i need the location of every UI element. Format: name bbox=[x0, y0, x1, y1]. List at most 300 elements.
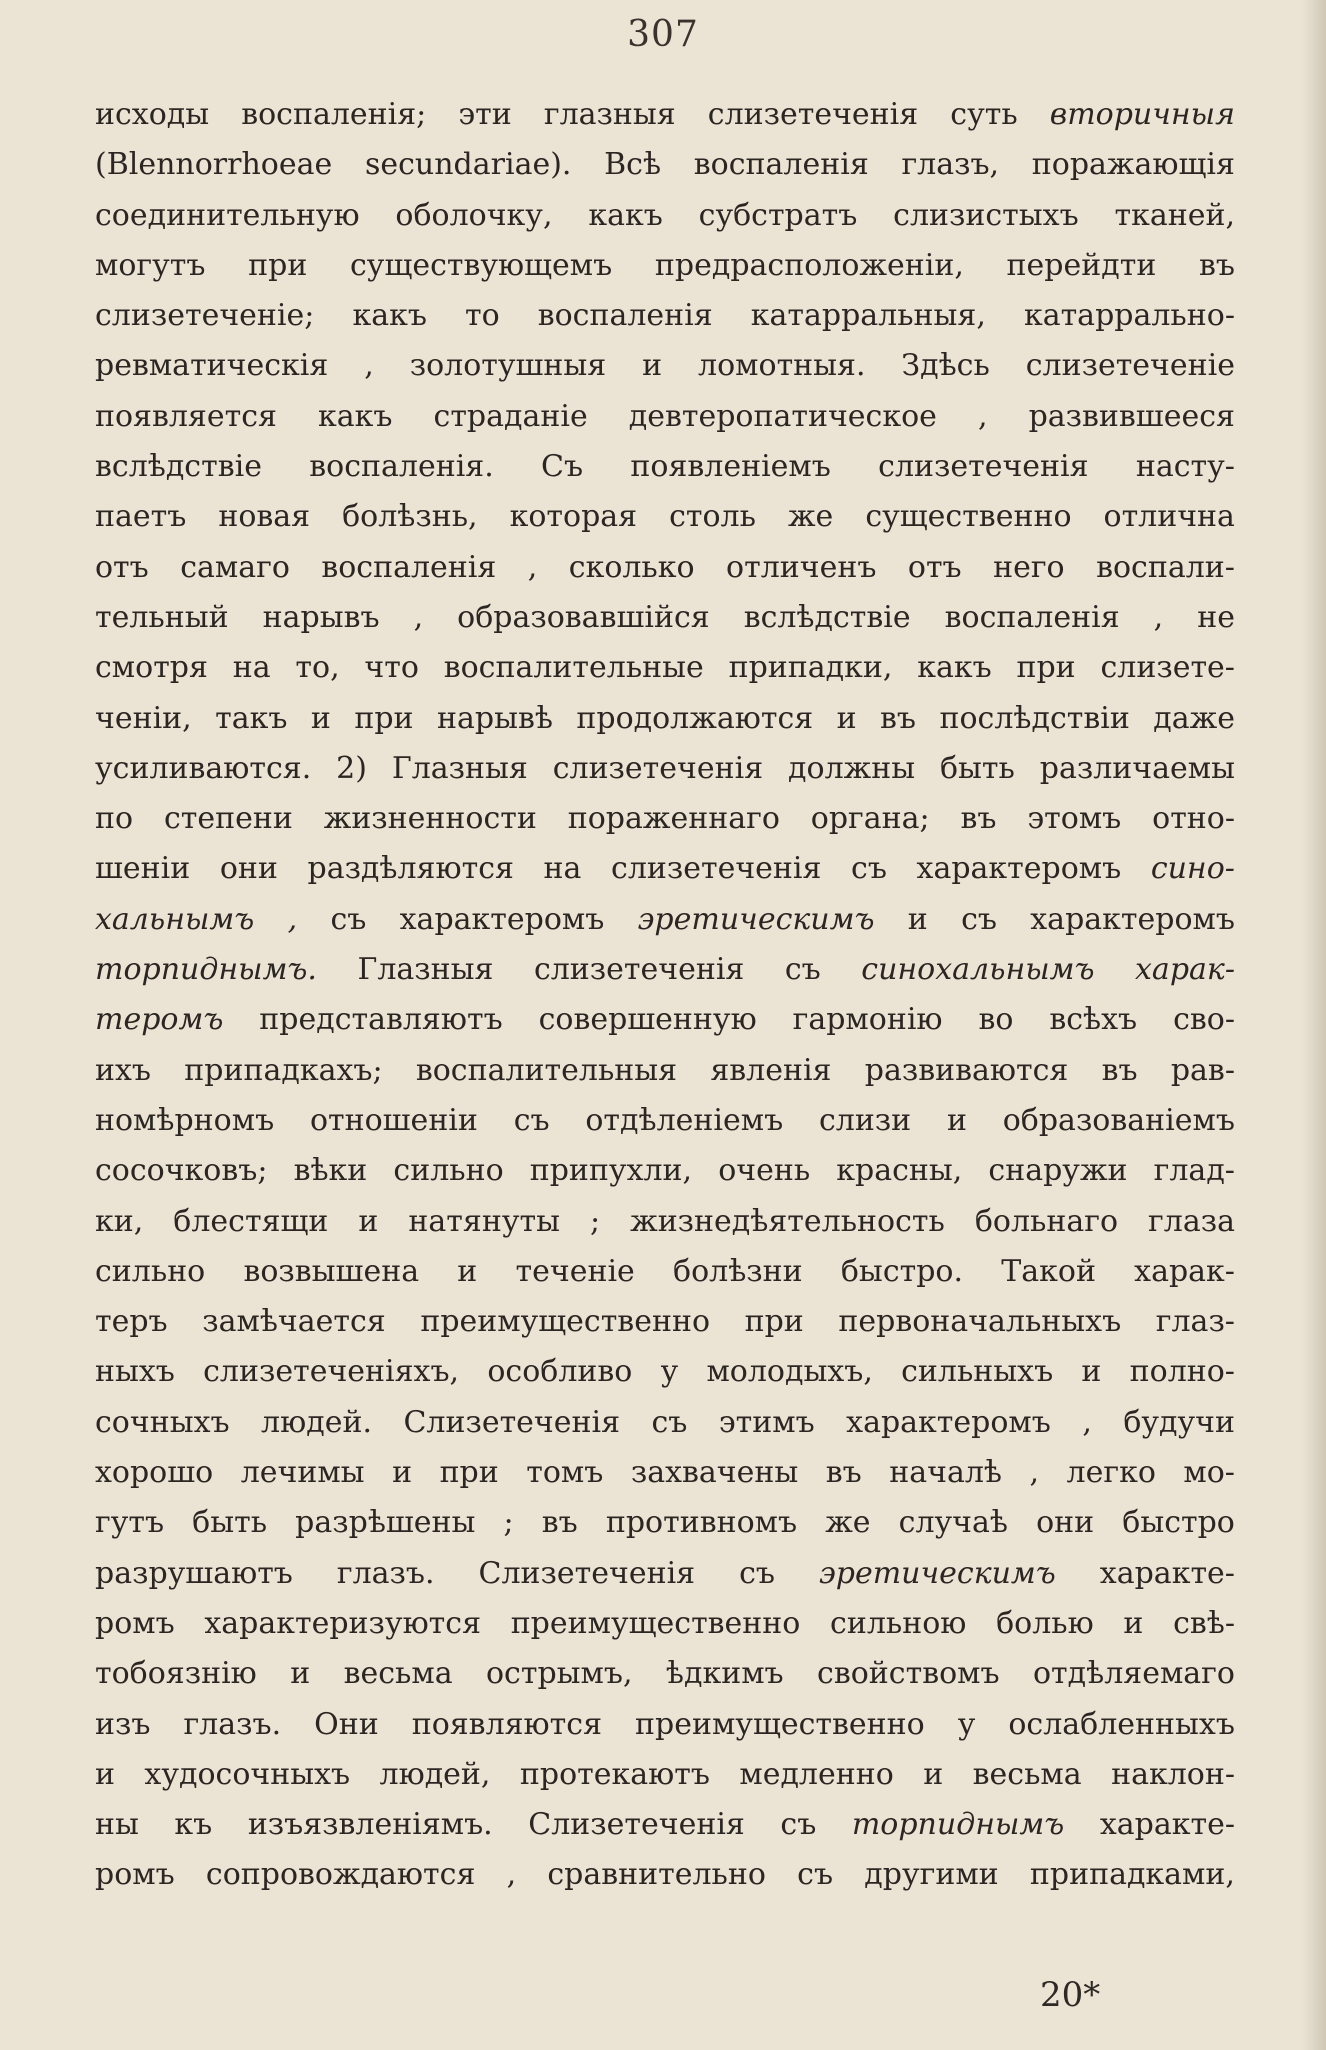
word: воспаленія bbox=[321, 549, 497, 585]
text-line bbox=[95, 1297, 1235, 1347]
word: мо- bbox=[1183, 1455, 1235, 1491]
word: началѣ bbox=[889, 1455, 1002, 1491]
word: преимущественно bbox=[510, 1605, 801, 1641]
word: вслѣдствіе bbox=[95, 449, 262, 485]
text-line bbox=[95, 1549, 1235, 1599]
word: очень bbox=[718, 1153, 811, 1189]
word: воспали- bbox=[1096, 549, 1235, 585]
word: всѣхъ bbox=[1049, 1002, 1138, 1038]
word: отно- bbox=[1152, 801, 1235, 837]
word: отлична bbox=[1103, 499, 1235, 535]
italic-word: харак- bbox=[1135, 952, 1235, 988]
word: могутъ bbox=[95, 247, 206, 283]
text-line bbox=[95, 1247, 1235, 1297]
word: усиливаются. bbox=[95, 750, 312, 786]
word: отличенъ bbox=[726, 549, 877, 585]
italic-word: торпиднымъ. bbox=[95, 952, 317, 988]
word: шеніи bbox=[95, 851, 191, 887]
text-line bbox=[95, 191, 1235, 241]
word: появляются bbox=[411, 1706, 603, 1742]
word: слизетеченіяхъ, bbox=[203, 1354, 460, 1390]
word: насту- bbox=[1135, 449, 1235, 485]
italic-word: торпиднымъ bbox=[851, 1807, 1065, 1843]
word: номѣрномъ bbox=[95, 1102, 275, 1138]
word: припадкахъ; bbox=[184, 1052, 383, 1088]
word: существенно bbox=[865, 499, 1072, 535]
word: слизистыхъ bbox=[893, 197, 1079, 233]
word: воспаленія bbox=[693, 147, 869, 183]
text-line bbox=[95, 1498, 1235, 1548]
word: по bbox=[95, 801, 134, 837]
word: случаѣ bbox=[898, 1505, 1008, 1541]
word: у bbox=[660, 1354, 679, 1390]
word: разрушаютъ bbox=[95, 1555, 293, 1591]
word: слизетеченіе; bbox=[95, 298, 315, 334]
text-line bbox=[95, 895, 1235, 945]
word: что bbox=[364, 650, 419, 686]
italic-word: хальнымъ bbox=[95, 901, 255, 937]
word: припухли, bbox=[529, 1153, 693, 1189]
word: вслѣдствіе bbox=[743, 599, 911, 635]
word: , bbox=[527, 549, 538, 585]
word: въ bbox=[825, 1455, 862, 1491]
word: , bbox=[1029, 1455, 1040, 1491]
word: и bbox=[923, 1756, 944, 1792]
word: быстро bbox=[1122, 1505, 1235, 1541]
text-line bbox=[95, 643, 1235, 693]
word: изъязвленіямъ. bbox=[247, 1807, 493, 1843]
word: съ bbox=[651, 1404, 688, 1440]
word: наклон- bbox=[1111, 1756, 1235, 1792]
text-line bbox=[95, 90, 1235, 140]
word: гармонію bbox=[792, 1002, 943, 1038]
word: лечимы bbox=[240, 1455, 365, 1491]
word: съ bbox=[330, 901, 367, 937]
word: нарывъ bbox=[262, 599, 380, 635]
word: отдѣленіемъ bbox=[585, 1102, 784, 1138]
word: пораженнаго bbox=[567, 801, 780, 837]
word: субстратъ bbox=[698, 197, 858, 233]
word: и bbox=[907, 901, 928, 937]
word: Слизетеченія bbox=[528, 1807, 745, 1843]
word: глазъ. bbox=[183, 1706, 282, 1742]
word: тканей, bbox=[1114, 197, 1235, 233]
word: блестящи bbox=[173, 1203, 329, 1239]
word: существующемъ bbox=[350, 247, 613, 283]
word: глад- bbox=[1153, 1153, 1235, 1189]
word: характеромъ bbox=[399, 901, 605, 937]
word: же bbox=[787, 499, 834, 535]
italic-word: вторичныя bbox=[1049, 97, 1235, 132]
italic-word: сино- bbox=[1150, 851, 1235, 887]
word: ны bbox=[95, 1807, 139, 1843]
word: представляютъ bbox=[259, 1002, 503, 1038]
word: захвачены bbox=[630, 1455, 799, 1491]
word: глазныя bbox=[543, 97, 676, 132]
word: и bbox=[836, 700, 857, 736]
text-line bbox=[95, 392, 1235, 442]
word: развиваются bbox=[864, 1052, 1069, 1088]
word: возвышена bbox=[243, 1253, 420, 1289]
word: особливо bbox=[487, 1354, 633, 1390]
word: припадки, bbox=[728, 650, 893, 686]
text-line bbox=[95, 1046, 1235, 1096]
word: красны, bbox=[836, 1153, 963, 1189]
word: ломотныя. bbox=[698, 348, 866, 384]
word: и bbox=[358, 1203, 379, 1239]
word: сильно bbox=[95, 1253, 206, 1289]
page-edge-shadow bbox=[1302, 0, 1326, 2050]
italic-word: теромъ bbox=[95, 1002, 224, 1038]
word: отношеніи bbox=[309, 1102, 478, 1138]
word: характеризуются bbox=[204, 1605, 482, 1641]
word: молодыхъ, bbox=[706, 1354, 873, 1390]
word: ченіи, bbox=[95, 700, 192, 736]
text-line bbox=[95, 1700, 1235, 1750]
body-text bbox=[95, 90, 1235, 1901]
word: характе- bbox=[1099, 1555, 1235, 1591]
word: въ bbox=[880, 700, 917, 736]
word: и bbox=[290, 1656, 311, 1692]
word: предрасположеніи, bbox=[654, 247, 964, 283]
word: теченіе bbox=[515, 1253, 635, 1289]
word: Глазныя bbox=[391, 750, 528, 786]
word: легко bbox=[1066, 1455, 1156, 1491]
word: ныхъ bbox=[95, 1354, 175, 1390]
word: протекаютъ bbox=[519, 1756, 710, 1792]
word: съ bbox=[780, 1807, 817, 1843]
word: быть bbox=[939, 750, 1015, 786]
text-line bbox=[95, 1398, 1235, 1448]
word: отъ bbox=[95, 549, 149, 585]
word: съ bbox=[851, 851, 887, 887]
word: во bbox=[978, 1002, 1014, 1038]
word: слизетеченія bbox=[878, 449, 1089, 485]
word: ослабленныхъ bbox=[1008, 1706, 1235, 1742]
word: людей, bbox=[379, 1756, 491, 1792]
word: новая bbox=[218, 499, 311, 535]
word: ; bbox=[589, 1203, 601, 1239]
text-line bbox=[95, 492, 1235, 542]
word: ѣдкимъ bbox=[665, 1656, 784, 1692]
word: органа; bbox=[810, 801, 930, 837]
word: продолжаются bbox=[576, 700, 814, 736]
word: Они bbox=[314, 1706, 379, 1742]
word: и bbox=[392, 1455, 413, 1491]
word: они bbox=[1036, 1505, 1095, 1541]
word: этимъ bbox=[718, 1404, 815, 1440]
word: жизнедѣятельность bbox=[630, 1203, 945, 1239]
text-line bbox=[95, 744, 1235, 794]
word: исходы bbox=[95, 97, 210, 132]
word: ки, bbox=[95, 1203, 144, 1239]
word: ромъ bbox=[95, 1605, 175, 1641]
word: ; bbox=[503, 1505, 514, 1541]
word: преимущественно bbox=[420, 1304, 711, 1340]
word: глазъ. bbox=[336, 1555, 435, 1591]
word: преимущественно bbox=[635, 1706, 925, 1742]
word: ромъ bbox=[95, 1857, 175, 1893]
text-line bbox=[95, 945, 1235, 995]
word: полно- bbox=[1129, 1354, 1235, 1390]
word: какъ bbox=[352, 298, 427, 334]
word: глаз- bbox=[1155, 1304, 1235, 1340]
text-line bbox=[95, 694, 1235, 744]
word: него bbox=[993, 549, 1065, 585]
word: теръ bbox=[95, 1304, 168, 1340]
word: болью bbox=[996, 1605, 1094, 1641]
text-line bbox=[95, 1800, 1235, 1850]
word: столь bbox=[669, 499, 756, 535]
word: на bbox=[232, 650, 271, 686]
text-line bbox=[95, 1146, 1235, 1196]
word: нарывѣ bbox=[437, 700, 553, 736]
word: степени bbox=[163, 801, 293, 837]
word: какъ bbox=[917, 650, 992, 686]
word: воспалительныя bbox=[415, 1052, 678, 1088]
word: которая bbox=[509, 499, 638, 535]
word: слизетеченіе bbox=[1025, 348, 1235, 384]
word: вѣки bbox=[293, 1153, 368, 1189]
word: разрѣшены bbox=[295, 1505, 476, 1541]
word: они bbox=[219, 851, 278, 887]
word: другими bbox=[864, 1857, 999, 1893]
word: болѣзнь, bbox=[342, 499, 478, 535]
word: и bbox=[642, 348, 663, 384]
text-line bbox=[95, 1599, 1235, 1649]
word: , bbox=[364, 348, 374, 384]
word: поражающія bbox=[1031, 147, 1235, 183]
word: явленія bbox=[710, 1052, 832, 1088]
text-line bbox=[95, 543, 1235, 593]
word: отдѣляемаго bbox=[1032, 1656, 1235, 1692]
word: будучи bbox=[1123, 1404, 1235, 1440]
word: сочныхъ bbox=[95, 1404, 230, 1440]
word: и bbox=[946, 1102, 967, 1138]
text-line bbox=[95, 1649, 1235, 1699]
word: то, bbox=[295, 650, 340, 686]
word: харак- bbox=[1134, 1253, 1235, 1289]
word: сосочковъ; bbox=[95, 1153, 268, 1189]
text-line bbox=[95, 1197, 1235, 1247]
word: Всѣ bbox=[604, 147, 662, 183]
word: воспаленія bbox=[944, 599, 1120, 635]
word: катарральныя, bbox=[750, 298, 986, 334]
word: припадками, bbox=[1029, 1857, 1235, 1893]
word: съ bbox=[797, 1857, 834, 1893]
word: быстро. bbox=[840, 1253, 964, 1289]
word: при bbox=[439, 1455, 499, 1491]
word: воспаленія bbox=[537, 298, 713, 334]
word: съ bbox=[784, 952, 821, 988]
word: ихъ bbox=[95, 1052, 152, 1088]
word: сколько bbox=[568, 549, 695, 585]
text-line bbox=[95, 1850, 1235, 1900]
text-line bbox=[95, 442, 1235, 492]
word: медленно bbox=[739, 1756, 894, 1792]
word: и bbox=[1081, 1354, 1102, 1390]
word: Здѣсь bbox=[901, 348, 990, 384]
word: , bbox=[977, 398, 988, 434]
word: въ bbox=[960, 801, 997, 837]
word: развившееся bbox=[1028, 398, 1235, 434]
word: глазъ, bbox=[901, 147, 1000, 183]
signature-mark: 20* bbox=[1040, 1975, 1101, 2015]
word: Съ bbox=[541, 449, 584, 485]
word: худосочныхъ bbox=[144, 1756, 351, 1792]
word: смотря bbox=[95, 650, 208, 686]
word: перейдти bbox=[1006, 247, 1157, 283]
word: Слизетеченія bbox=[403, 1404, 621, 1440]
word: замѣчается bbox=[202, 1304, 386, 1340]
word: Такой bbox=[1001, 1253, 1096, 1289]
word: характеромъ bbox=[916, 851, 1122, 887]
word: какъ bbox=[588, 197, 663, 233]
word: первоначальныхъ bbox=[838, 1304, 1122, 1340]
word: совершенную bbox=[538, 1002, 757, 1038]
word: паетъ bbox=[95, 499, 187, 535]
word: сильною bbox=[830, 1605, 967, 1641]
word: не bbox=[1197, 599, 1235, 635]
word: secundariae). bbox=[364, 147, 572, 183]
word: этомъ bbox=[1027, 801, 1122, 837]
word: въ bbox=[1198, 247, 1235, 283]
text-line bbox=[95, 1448, 1235, 1498]
word: должны bbox=[788, 750, 916, 786]
word: людей. bbox=[261, 1404, 372, 1440]
word: самаго bbox=[180, 549, 290, 585]
word: на bbox=[543, 851, 582, 887]
word: золотушныя bbox=[409, 348, 607, 384]
word: слизетеченія bbox=[533, 952, 745, 988]
text-line bbox=[95, 1347, 1235, 1397]
word: появленіемъ bbox=[630, 449, 831, 485]
word: слизетеченія bbox=[707, 97, 919, 132]
word: то bbox=[464, 298, 500, 334]
word: и bbox=[310, 700, 331, 736]
word: воспалительные bbox=[443, 650, 704, 686]
word: больнаго bbox=[974, 1203, 1119, 1239]
word: свѣ- bbox=[1173, 1605, 1235, 1641]
word: снаружи bbox=[988, 1153, 1128, 1189]
word: тельный bbox=[95, 599, 229, 635]
word: жизненности bbox=[323, 801, 537, 837]
text-line bbox=[95, 241, 1235, 291]
word: свойствомъ bbox=[817, 1656, 1000, 1692]
word: въ bbox=[541, 1505, 578, 1541]
word: слизете- bbox=[1100, 650, 1235, 686]
text-line bbox=[95, 995, 1235, 1045]
word: различаемы bbox=[1039, 750, 1235, 786]
word: при bbox=[744, 1304, 804, 1340]
word: появляется bbox=[95, 398, 277, 434]
word: послѣдствіи bbox=[939, 700, 1130, 736]
word: острымъ, bbox=[486, 1656, 633, 1692]
word: тобоязнію bbox=[95, 1656, 257, 1692]
word: даже bbox=[1153, 700, 1235, 736]
word: сравнительно bbox=[547, 1857, 766, 1893]
word: сво- bbox=[1173, 1002, 1235, 1038]
word: характеромъ bbox=[846, 1404, 1051, 1440]
word: съ bbox=[513, 1102, 550, 1138]
word: томъ bbox=[526, 1455, 604, 1491]
word: образованіемъ bbox=[1002, 1102, 1235, 1138]
word: слизетеченія bbox=[611, 851, 822, 887]
word: эти bbox=[458, 97, 512, 132]
word: весьма bbox=[972, 1756, 1082, 1792]
word: ревматическія bbox=[95, 348, 329, 384]
text-line bbox=[95, 593, 1235, 643]
word: и bbox=[457, 1253, 478, 1289]
word: при bbox=[354, 700, 414, 736]
word: и bbox=[1123, 1605, 1144, 1641]
page-number: 307 bbox=[627, 14, 699, 55]
word: сопровождаются bbox=[205, 1857, 476, 1893]
word: такъ bbox=[215, 700, 288, 736]
word: натянуты bbox=[408, 1203, 560, 1239]
word: сильно bbox=[393, 1153, 504, 1189]
word: при bbox=[1016, 650, 1076, 686]
word: , bbox=[506, 1857, 517, 1893]
word: весьма bbox=[343, 1656, 453, 1692]
word: отъ bbox=[907, 549, 962, 585]
word: рав- bbox=[1170, 1052, 1235, 1088]
word: у bbox=[957, 1706, 976, 1742]
word: гутъ bbox=[95, 1505, 165, 1541]
text-line bbox=[95, 844, 1235, 894]
word: съ bbox=[739, 1555, 775, 1591]
word: характе- bbox=[1099, 1807, 1235, 1843]
text-line bbox=[95, 291, 1235, 341]
word: же bbox=[825, 1505, 871, 1541]
word: характеромъ bbox=[1030, 901, 1235, 937]
word: болѣзни bbox=[673, 1253, 803, 1289]
italic-word: синохальнымъ bbox=[861, 952, 1095, 988]
word: съ bbox=[961, 901, 997, 937]
word: противномъ bbox=[605, 1505, 798, 1541]
word: , bbox=[1082, 1404, 1092, 1440]
text-line bbox=[95, 1750, 1235, 1800]
word: и bbox=[95, 1756, 115, 1792]
word: къ bbox=[174, 1807, 213, 1843]
word: 2) bbox=[336, 750, 367, 786]
word: суть bbox=[950, 97, 1018, 132]
word: воспаленія. bbox=[309, 449, 494, 485]
word: воспаленія; bbox=[241, 97, 427, 132]
word: быть bbox=[192, 1505, 268, 1541]
word: , bbox=[1153, 599, 1164, 635]
word: слизетеченія bbox=[552, 750, 764, 786]
word: слизи bbox=[818, 1102, 912, 1138]
word: образовавшійся bbox=[457, 599, 710, 635]
text-line bbox=[95, 794, 1235, 844]
text-line bbox=[95, 140, 1235, 190]
word: оболочку, bbox=[395, 197, 553, 233]
word: катаррально- bbox=[1023, 298, 1235, 334]
word: въ bbox=[1101, 1052, 1138, 1088]
word: сильныхъ bbox=[901, 1354, 1054, 1390]
word: (Blennorrhoeae bbox=[95, 147, 333, 183]
word: раздѣляются bbox=[307, 851, 514, 887]
italic-word: , bbox=[287, 901, 298, 937]
word: изъ bbox=[95, 1706, 151, 1742]
word: при bbox=[248, 247, 308, 283]
word: соединительную bbox=[95, 197, 360, 233]
italic-word: эретическимъ bbox=[818, 1555, 1056, 1591]
word: хорошо bbox=[95, 1455, 214, 1491]
word: девтеропатическое bbox=[628, 398, 937, 434]
word: Глазныя bbox=[357, 952, 494, 988]
